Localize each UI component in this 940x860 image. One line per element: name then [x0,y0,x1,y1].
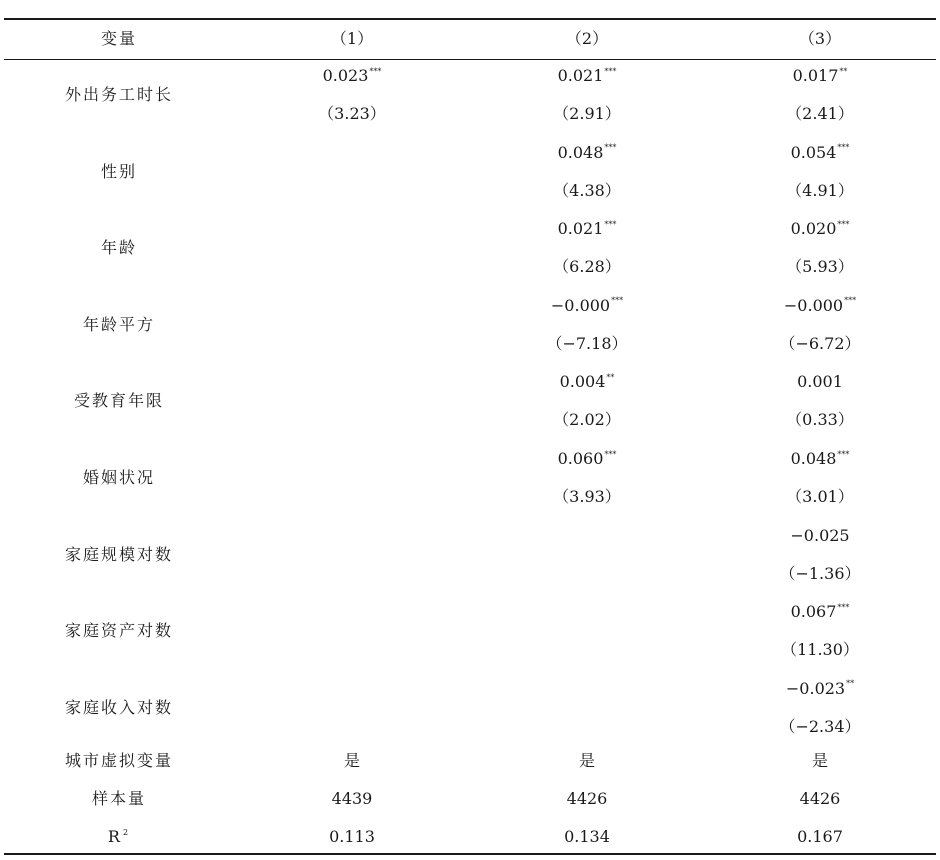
significance-stars: *** [611,296,624,306]
footer-value: 是 [343,751,360,770]
row-label: 家庭收入对数 [64,697,173,717]
coefficient-number: −0.025 [790,525,850,545]
t-statistic: （3.01） [786,487,854,506]
row-label: 家庭规模对数 [64,544,173,564]
table-header-rule [4,59,936,60]
coefficient-number: 0.020 [790,219,837,239]
coefficient-number: 0.001 [797,372,843,392]
table-bottom-rule [4,853,936,855]
coefficient-value [704,66,936,86]
header-model-1: （1） [330,29,374,48]
t-statistic: （5.93） [786,257,854,277]
significance-stars: ** [606,373,615,383]
coefficient-value [704,449,936,469]
coefficient-number: 0.017 [792,66,839,85]
t-statistic: （3.93） [553,487,621,506]
t-statistic: （4.91） [786,180,854,200]
significance-stars: *** [844,296,857,306]
coefficient-value [470,296,704,316]
coefficient-value [704,143,936,163]
significance-stars: *** [837,219,850,229]
footer-row-label: 样本量 [91,789,146,808]
row-label: 婚姻状况 [82,468,155,487]
header-variable: 变量 [100,29,137,48]
t-statistic: （0.33） [786,410,854,430]
coefficient-value [470,66,704,86]
t-statistic: （6.28） [553,257,621,277]
t-statistic: （−6.72） [779,333,861,353]
footer-value: 0.134 [564,827,610,846]
row-label: 家庭资产对数 [64,621,173,641]
row-label: 外出务工时长 [64,85,173,104]
significance-stars: *** [604,66,617,76]
t-statistic: （−2.34） [779,716,861,736]
table-top-rule [4,18,936,20]
t-statistic: （−7.18） [546,333,628,353]
coefficient-value [704,679,936,699]
row-label: 受教育年限 [73,391,164,411]
coefficient-number: −0.023 [785,678,846,698]
footer-row-label [4,827,234,847]
coefficient-number: −0.000 [783,295,844,315]
t-statistic: （2.91） [553,104,621,123]
coefficient-number: 0.067 [790,602,837,622]
significance-stars: *** [604,449,617,459]
header-model-2: （2） [565,29,609,48]
significance-stars: *** [837,449,850,459]
r-squared-label: R [107,827,122,846]
coefficient-number: 0.054 [790,142,837,162]
significance-stars: *** [369,66,382,76]
coefficient-value [704,219,936,239]
significance-stars: ** [839,66,848,76]
footer-value: 是 [578,751,595,770]
t-statistic: （4.38） [553,180,621,200]
coefficient-number: 0.048 [557,142,604,162]
coefficient-number: 0.021 [557,219,604,239]
t-statistic: （2.02） [553,410,621,430]
significance-stars: *** [604,219,617,229]
coefficient-value [704,526,936,546]
footer-value: 4426 [566,789,608,808]
coefficient-value [470,449,704,469]
coefficient-number: 0.060 [557,449,604,468]
footer-value: 4426 [799,789,841,808]
coefficient-number: 0.004 [559,372,606,392]
significance-stars: *** [837,602,850,612]
significance-stars: *** [604,143,617,153]
header-model-3: （3） [798,29,842,48]
coefficient-value [470,372,704,392]
significance-stars: ** [846,679,855,689]
coefficient-value [234,66,470,86]
coefficient-value [704,372,936,392]
footer-value: 是 [811,751,828,770]
row-label: 性别 [100,161,137,181]
coefficient-value [470,143,704,163]
r-squared-superscript: 2 [122,827,131,837]
t-statistic: （−1.36） [779,563,861,583]
t-statistic: （11.30） [781,640,859,660]
footer-value: 0.167 [797,827,843,846]
coefficient-value [704,602,936,622]
row-label: 年龄平方 [82,314,155,334]
footer-row-label: 城市虚拟变量 [64,751,173,770]
coefficient-value [704,296,936,316]
coefficient-number: 0.023 [322,66,369,85]
t-statistic: （3.23） [318,104,386,123]
coefficient-number: −0.000 [550,295,611,315]
row-label: 年龄 [100,238,137,258]
footer-value: 0.113 [329,827,375,846]
coefficient-value [470,219,704,239]
t-statistic: （2.41） [786,104,854,123]
footer-value: 4439 [331,789,373,808]
coefficient-number: 0.048 [790,449,837,468]
coefficient-number: 0.021 [557,66,604,85]
significance-stars: *** [837,143,850,153]
